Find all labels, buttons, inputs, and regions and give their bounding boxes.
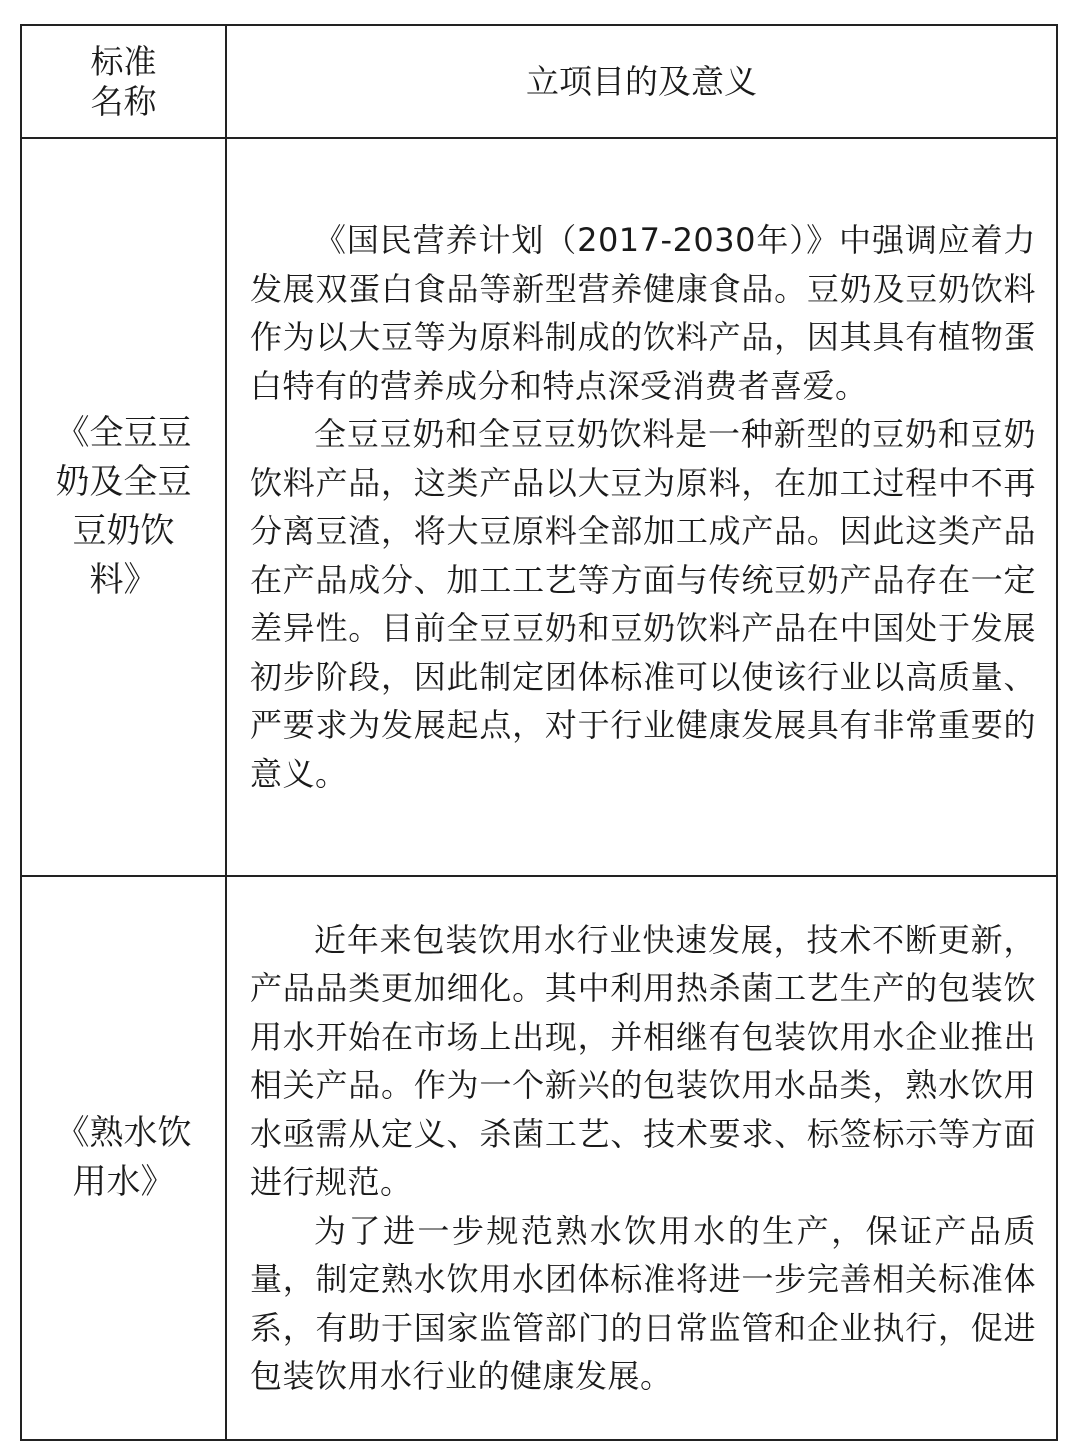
table-row-2-purpose-cell (227, 877, 1056, 1439)
purpose-paragraph: 为了进一步规范熟水饮用水的生产，保证产品质量，制定熟水饮用水团体标准将进一步完善相关标准体系，有助于国家监管部门的日常监管和企业执行，促进包装饮用水行业的健康发展。 (250, 1211, 1036, 1395)
table-row-1-purpose-cell (227, 139, 1056, 875)
standard-name: 《熟水饮 用水》 (55, 1113, 192, 1202)
standard-name: 《全豆豆 奶及全豆 豆奶饮 料》 (55, 413, 192, 600)
table-row-1-name-cell (22, 139, 225, 875)
table-row-2-name-cell (22, 877, 225, 1439)
purpose-paragraph: 全豆豆奶和全豆豆奶饮料是一种新型的豆奶和豆奶饮料产品，这类产品以大豆为原料，在加工过程中不再分离豆渣，将大豆原料全部加工成产品。因此这类产品在产品成分、加工工艺等方面与传统豆奶产品存在一定差异性。目前全豆豆奶和豆奶饮料产品在中国处于发展初步阶段，因此制定团体标准可以使该行业以高质量、严要求为发展起点，对于行业健康发展具有非常重要的意义。 (250, 415, 1036, 793)
standards-table (20, 24, 1058, 1441)
header-cell-purpose (227, 26, 1056, 137)
header-cell-standard-name (22, 26, 225, 137)
purpose-paragraph: 《国民营养计划（2017-2030年）》中强调应着力发展双蛋白食品等新型营养健康食品。豆奶及豆奶饮料作为以大豆等为原料制成的饮料产品，因其具有植物蛋白特有的营养成分和特点深受消费者喜爱。 (250, 221, 1036, 405)
header-purpose-label: 立项目的及意义 (526, 61, 757, 101)
purpose-paragraph: 近年来包装饮用水行业快速发展，技术不断更新，产品品类更加细化。其中利用热杀菌工艺生产的包装饮用水开始在市场上出现，并相继有包装饮用水企业推出相关产品。作为一个新兴的包装饮用水品类，熟水饮用水亟需从定义、杀菌工艺、技术要求、标签标示等方面进行规范。 (250, 920, 1036, 1201)
header-standard-name-label: 标准 名称 (90, 41, 157, 121)
